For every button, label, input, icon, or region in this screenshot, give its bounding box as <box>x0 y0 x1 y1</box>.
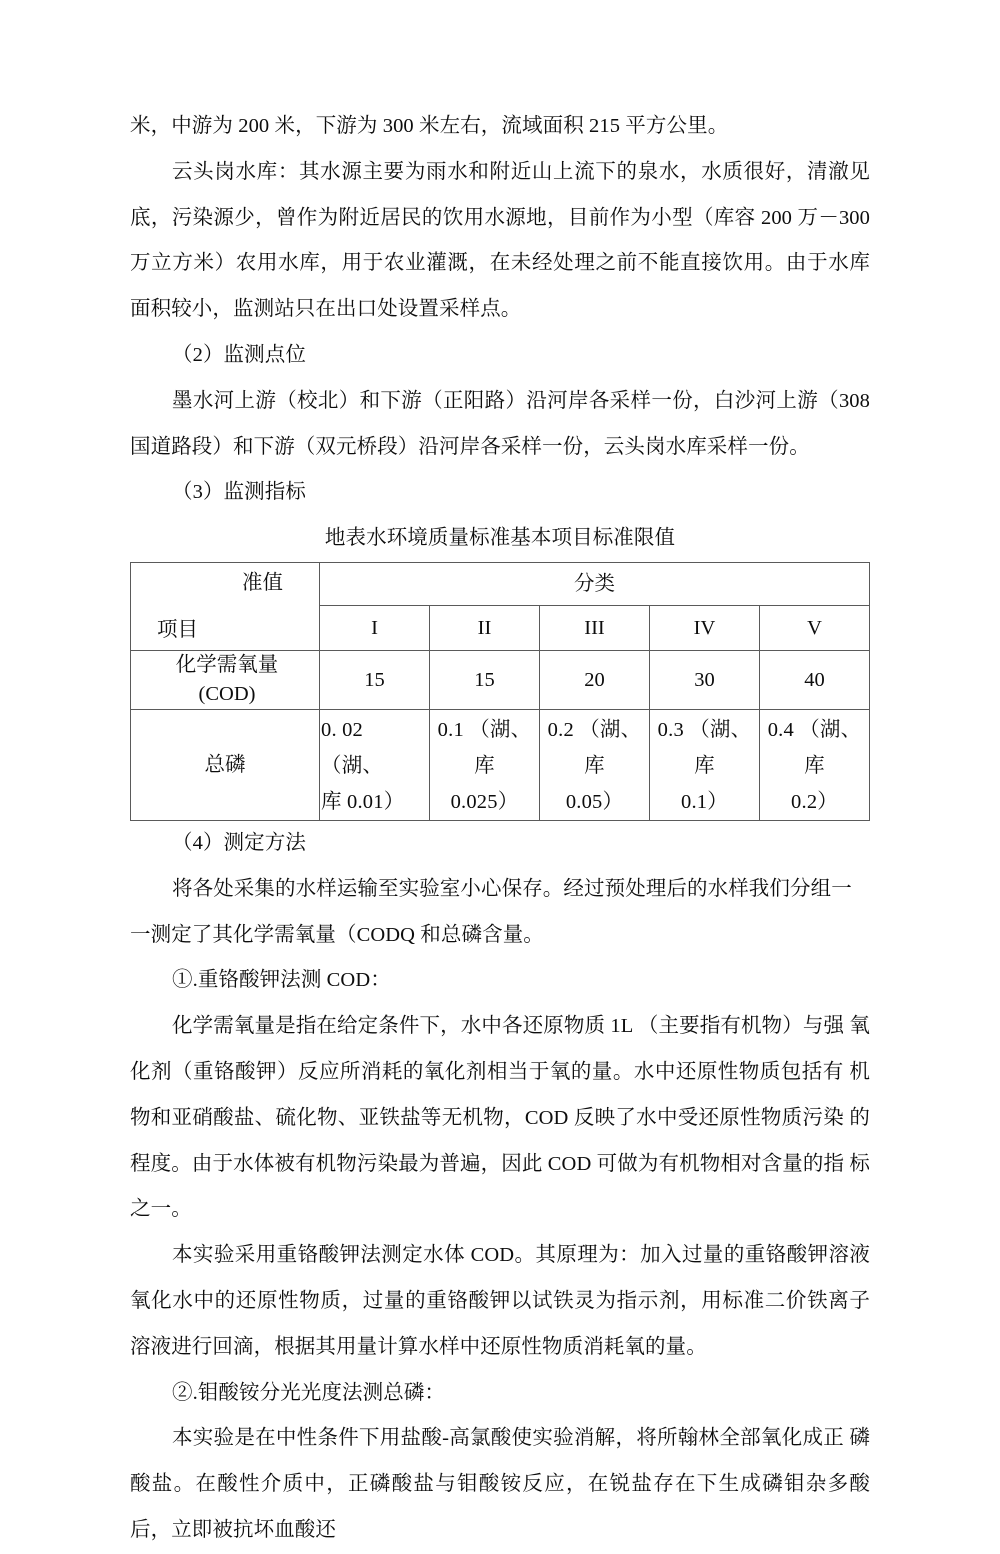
paragraph-reservoir: 云头岗水库：其水源主要为雨水和附近山上流下的泉水，水质很好，清澈见 底，污染源少，曾作为附近居民的饮用水源地，目前作为小型（库容 200 万－300 万立方米）农用水库，用于农业灌溉，在未经处理之前不能直接饮用。由于水库 面积较小，监测站只在出口处设置采样点。 <box>130 160 870 321</box>
cell-tp-5-line2: 库 <box>804 754 825 777</box>
cell-cod-1: 15 <box>320 650 430 709</box>
paragraph-sample-handling-cont: 一测定了其化学需氧量（CODQ 和总磷含量。 <box>130 923 544 946</box>
table-row <box>131 650 870 709</box>
paragraph-sample-handling: 将各处采集的水样运输至实验室小心保存。经过预处理后的水样我们分组一 <box>172 877 852 900</box>
cell-cod-2: 15 <box>430 650 540 709</box>
row-label-cod-line2: (COD) <box>198 682 256 705</box>
heading-monitoring-sites: （2）监测点位 <box>172 343 306 366</box>
cell-tp-3 <box>540 709 650 820</box>
table-row <box>131 709 870 820</box>
table-header-class-5: V <box>760 605 870 650</box>
corner-label-item: 项目 <box>157 618 198 641</box>
cell-tp-1-line1: 0. 02 （湖、 <box>321 718 384 777</box>
heading-dichromate-cod: ①.重铬酸钾法测 COD： <box>172 969 391 992</box>
cell-tp-3-line1: 0.2 （湖、 <box>547 718 642 741</box>
table-header-class-4: IV <box>650 605 760 650</box>
cell-tp-1-line2: 库 0.01） <box>321 790 405 813</box>
cell-tp-4-line2: 库 <box>694 754 715 777</box>
cell-cod-3: 20 <box>540 650 650 709</box>
paragraph-river-width: 米，中游为 200 米，下游为 300 米左右，流域面积 215 平方公里。 <box>130 115 729 137</box>
cell-tp-5-line1: 0.4 （湖、 <box>767 718 862 741</box>
paragraph-cod-principle: 本实验采用重铬酸钾法测定水体 COD。其原理为：加入过量的重铬酸钾溶液氧化水中的还原性物质，过量的重铬酸钾以试铁灵为指示剂，用标准二价铁离子 溶液进行回滴，根据其用量计算水样中还原性物质消耗氧的量。 <box>130 1244 870 1358</box>
table-header-class-1: I <box>320 605 430 650</box>
row-label-total-phosphorus: 总磷 <box>131 709 320 820</box>
row-label-cod-line1: 化学需氧量 <box>175 653 279 676</box>
standard-limits-table <box>130 562 870 821</box>
table-header-classification: 分类 <box>320 562 870 605</box>
cell-tp-2 <box>430 709 540 820</box>
table-header-row-group <box>131 562 870 605</box>
cell-tp-5 <box>760 709 870 820</box>
cell-cod-4: 30 <box>650 650 760 709</box>
paragraph-cod-definition: 化学需氧量是指在给定条件下，水中各还原物质 1L （主要指有机物）与强 氧化剂（重铬酸钾）反应所消耗的氧化剂相当于氧的量。水中还原性物质包括有 机物和亚硝酸盐、硫化物、亚铁盐等无机物，COD 反映了水中受还原性物质污染 的程度。由于水体被有机物污染最为普遍，因此 COD 可做为有机物相对含量的指 标之一。 <box>130 1015 870 1221</box>
corner-label-standard: 准值 <box>242 571 283 594</box>
table-header-class-2: II <box>430 605 540 650</box>
standard-limits-table-wrapper <box>130 562 870 821</box>
table-caption: 地表水环境质量标准基本项目标准限值 <box>324 527 676 550</box>
cell-tp-5-line3: 0.2） <box>791 790 838 813</box>
row-label-cod <box>131 650 320 709</box>
cell-cod-5: 40 <box>760 650 870 709</box>
table-corner-header <box>131 562 320 650</box>
cell-tp-3-line2: 库 <box>584 754 605 777</box>
table-header-class-3: III <box>540 605 650 650</box>
cell-tp-4 <box>650 709 760 820</box>
heading-molybdate-phosphorus: ②.钼酸铵分光光度法测总磷： <box>172 1381 446 1404</box>
cell-tp-2-line1: 0.1 （湖、 <box>437 718 532 741</box>
heading-measurement-methods: （4）测定方法 <box>172 831 306 854</box>
cell-tp-1 <box>320 709 430 820</box>
document-body <box>130 104 870 1554</box>
paragraph-sampling-points: 墨水河上游（校北）和下游（正阳路）沿河岸各采样一份，白沙河上游（308 国道路段）和下游（双元桥段）沿河岸各采样一份，云头岗水库采样一份。 <box>130 389 870 458</box>
cell-tp-2-line3: 0.025） <box>450 790 519 813</box>
heading-monitoring-indicators: （3）监测指标 <box>172 481 306 504</box>
cell-tp-2-line2: 库 <box>474 754 495 777</box>
cell-tp-4-line1: 0.3 （湖、 <box>657 718 752 741</box>
paragraph-phosphorus-principle: 本实验是在中性条件下用盐酸-高氯酸使实验消解，将所翰林全部氧化成正 磷酸盐。在酸性介质中，正磷酸盐与钼酸铵反应，在锐盐存在下生成磷钼杂多酸 后，立即被抗坏血酸还 <box>130 1427 870 1541</box>
cell-tp-3-line3: 0.05） <box>565 790 624 813</box>
cell-tp-4-line3: 0.1） <box>681 790 728 813</box>
